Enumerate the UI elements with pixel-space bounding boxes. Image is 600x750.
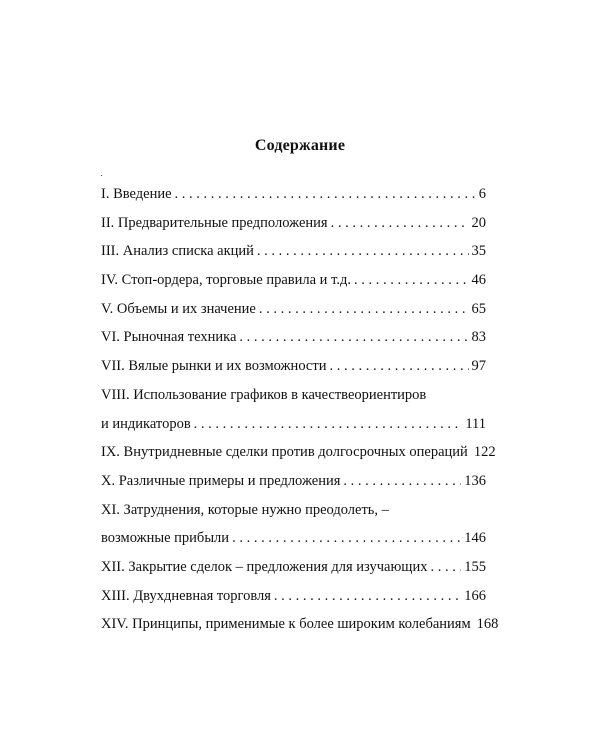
toc-entry-label: XII. Закрытие сделок – предложения для изучающих bbox=[101, 558, 428, 575]
toc-entry bbox=[101, 553, 486, 582]
toc-entry-label: VI. Рыночная техника bbox=[101, 329, 237, 346]
toc-entry bbox=[101, 237, 486, 266]
dot-leader bbox=[430, 553, 461, 582]
toc-entry bbox=[101, 381, 486, 410]
toc-entry-page: 146 bbox=[464, 530, 486, 547]
toc-entry-label: VII. Вялые рынки и их возможности bbox=[101, 358, 327, 375]
toc-entry-page: 136 bbox=[464, 472, 486, 489]
dot-leader bbox=[329, 352, 468, 381]
toc-entry bbox=[101, 352, 486, 381]
toc-entry-label: V. Объемы и их значение bbox=[101, 300, 256, 317]
toc-entry-page: 122 bbox=[473, 444, 496, 461]
toc-entry-label: и индикаторов bbox=[101, 415, 191, 432]
toc-entry-page: 35 bbox=[471, 243, 486, 260]
dot-leader bbox=[259, 295, 469, 324]
toc-entry bbox=[101, 524, 486, 553]
table-of-contents bbox=[101, 180, 499, 639]
toc-entry bbox=[101, 496, 486, 525]
toc-entry-page: 97 bbox=[471, 358, 486, 375]
dot-leader bbox=[232, 524, 461, 553]
toc-entry-page: 111 bbox=[465, 415, 486, 432]
toc-entry-page: 20 bbox=[471, 214, 486, 231]
toc-entry bbox=[101, 610, 499, 639]
toc-entry-page: 46 bbox=[471, 272, 486, 289]
toc-entry-label: возможные прибыли bbox=[101, 530, 230, 547]
dot-leader bbox=[194, 410, 463, 439]
toc-entry-label: XIII. Двухдневная торговля bbox=[101, 587, 271, 604]
toc-entry-label: II. Предварительные предположения bbox=[101, 214, 328, 231]
dot-leader bbox=[343, 467, 461, 496]
dot-leader bbox=[354, 266, 469, 295]
toc-entry bbox=[101, 180, 486, 209]
toc-entry-page: 65 bbox=[471, 300, 486, 317]
page-title: Содержание bbox=[254, 137, 346, 154]
toc-entry-label: IX. Внутридневные сделки против долгосрочных операций bbox=[101, 444, 468, 461]
dot-leader bbox=[239, 323, 468, 352]
toc-entry bbox=[101, 266, 486, 295]
toc-entry bbox=[101, 582, 486, 611]
toc-entry-page: 168 bbox=[476, 616, 499, 633]
dot-leader bbox=[175, 180, 476, 209]
toc-entry-page: 83 bbox=[471, 329, 486, 346]
toc-entry bbox=[101, 467, 486, 496]
toc-entry-label: IV. Стоп-ордера, торговые правила и т.д. bbox=[101, 272, 351, 289]
toc-entry-page: 6 bbox=[478, 186, 486, 202]
toc-entry bbox=[101, 295, 486, 324]
toc-entry-page: 166 bbox=[464, 587, 486, 604]
toc-entry-label: III. Анализ списка акций bbox=[101, 243, 254, 260]
dot-leader bbox=[331, 209, 469, 238]
toc-entry-label: X. Различные примеры и предложения bbox=[101, 472, 341, 489]
toc-entry-label: XIV. Принципы, применимые к более широким колебаниям bbox=[101, 616, 471, 633]
toc-entry-label: XI. Затруднения, которые нужно преодолеть, – bbox=[101, 501, 389, 518]
dot-leader bbox=[257, 237, 469, 266]
print-speck bbox=[101, 175, 102, 176]
toc-entry bbox=[101, 209, 486, 238]
toc-entry-page: 155 bbox=[464, 558, 486, 575]
dot-leader bbox=[274, 582, 461, 611]
toc-entry bbox=[101, 410, 486, 439]
toc-entry bbox=[101, 438, 496, 467]
toc-entry-label: VIII. Использование графиков в качествеориентиров bbox=[101, 386, 427, 403]
toc-entry bbox=[101, 323, 486, 352]
toc-entry-label: I. Введение bbox=[101, 186, 172, 202]
